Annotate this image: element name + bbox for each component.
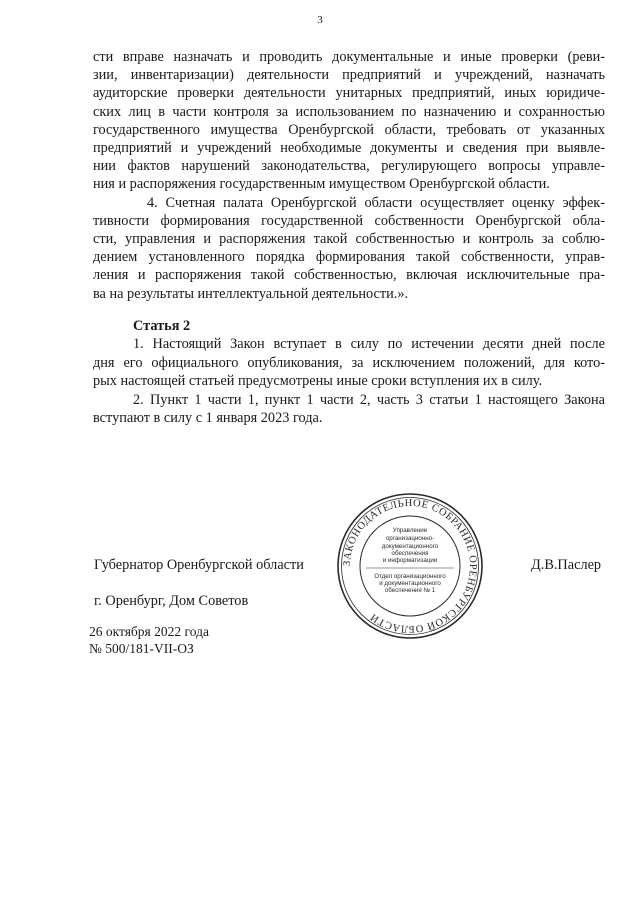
paragraph-continuation	[93, 48, 605, 194]
text-line: ния и распоряжения государственным имуществом Оренбургской области.	[93, 176, 550, 193]
article-2-heading: Статья 2	[133, 318, 191, 334]
text-line: ских лиц в части контроля за использованием по назначению и сохранностью	[93, 103, 605, 120]
text-line: аудиторские проверки деятельности унитарных предприятий, иных юридиче-	[93, 85, 605, 102]
article-2-body	[93, 335, 605, 428]
text-line: дением установленного порядка формирования такой собственности, управ-	[93, 249, 605, 266]
text-line: 1. Настоящий Закон вступает в силу по истечении десяти дней после	[133, 336, 605, 352]
signing-place: г. Оренбург, Дом Советов	[94, 593, 249, 609]
seal-lower-line: и документационного	[379, 580, 441, 587]
governor-title: Губернатор Оренбургской области	[94, 557, 304, 573]
text-line: ва на результаты интеллектуальной деятельности.».	[93, 285, 409, 302]
text-line: тивности формирования государственной собственности Оренбургской обла-	[93, 212, 605, 229]
seal-lower-line: Отдел организационного	[374, 573, 446, 580]
text-line: ления и распоряжения такой собственностью, включая исключительные пра-	[93, 267, 605, 284]
text-line: 4. Счетная палата Оренбургской области осуществляет оценку эффек-	[147, 194, 605, 211]
official-seal-icon	[336, 492, 484, 640]
text-line: вступают в силу с 1 января 2023 года.	[93, 410, 323, 427]
continued-paragraph-block	[93, 48, 605, 303]
svg-text:ЗАКОНОДАТЕЛЬНОЕ СОБРАНИЕ ОРЕНБ	[342, 498, 478, 634]
seal-center-line: организационно-	[385, 535, 435, 542]
paragraph-item-4	[93, 194, 605, 303]
seal-center-line: и информатизации	[382, 557, 438, 564]
seal-lower-line: обеспечения № 1	[384, 587, 436, 594]
text-line: сти вправе назначать и проводить документальные и иные проверки (реви-	[93, 49, 605, 65]
text-line: зии, инвентаризации) деятельности предприятий и учреждений, назначать	[93, 67, 605, 84]
seal-ring-text: ЗАКОНОДАТЕЛЬНОЕ СОБРАНИЕ ОРЕНБУРГСКОЙ ОБЛАСТИ	[341, 497, 479, 635]
text-line: 2. Пункт 1 части 1, пункт 1 части 2, часть 3 статьи 1 настоящего Закона	[133, 391, 605, 408]
page-number: 3	[317, 14, 323, 26]
signer-name: Д.В.Паслер	[531, 557, 602, 573]
text-line: рых настоящей статьей предусмотрены иные сроки вступления их в силу.	[93, 373, 543, 390]
signing-date: 26 октября 2022 года	[89, 624, 209, 639]
seal-center-line: Управление	[392, 527, 428, 534]
law-number: № 500/181-VII-ОЗ	[89, 641, 194, 656]
seal-center-line: документационного	[381, 543, 439, 550]
text-line: предприятий и учреждений необходимые документы и сведения при выявле-	[93, 140, 605, 157]
text-line: нии фактов нарушений законодательства, регулирующего вопросы управле-	[93, 158, 605, 175]
text-line: дня его официального опубликования, за исключением положений, для кото-	[93, 354, 605, 371]
text-line: сти, управления и распоряжения такой собственностью и контроль за соблю-	[93, 231, 605, 248]
text-line: государственного имущества Оренбургской области, требовать от указанных	[93, 121, 605, 138]
seal-center-line: обеспечения	[391, 550, 429, 557]
